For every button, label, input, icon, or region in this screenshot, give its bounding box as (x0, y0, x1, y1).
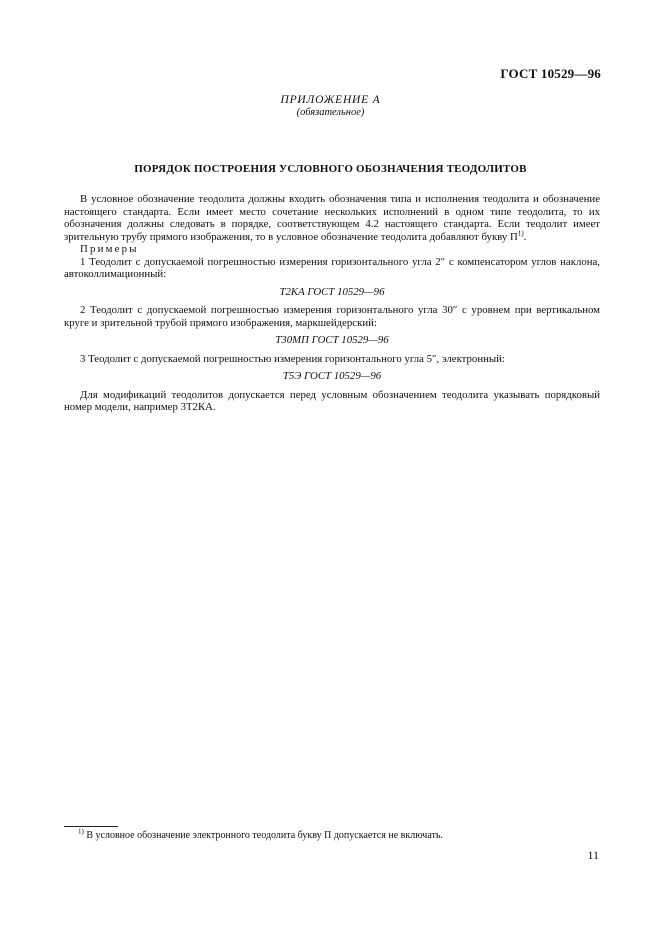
footnote-text: В условное обозначение электронного теодолита букву П допускается не включать. (83, 830, 443, 841)
body-text (64, 193, 600, 414)
example-1-designation: Т2КА ГОСТ 10529—96 (279, 285, 385, 298)
example-1-text: 1 Теодолит с допускаемой погрешностью измерения горизонтального угла 2″ с компенсатором углов наклона, автоколлимационный: (64, 255, 600, 280)
intro-text: В условное обозначение теодолита должны входить обозначения типа и исполнения теодолита и обозначение настоящего стандарта. Если имеет место сочетание нескольких исполнений в одном типе теодолита, то их обозначения должны следовать в порядке, соответствующем 4.2 настоящего стандарта. Если теодолит имеет зрительную трубу прямого изображения, то в условное обозначение теодолита добавляют букву П (64, 193, 600, 243)
example-3-designation: Т5Э ГОСТ 10529—96 (282, 370, 382, 382)
intro-paragraph (64, 193, 600, 243)
closing-paragraph: Для модификаций теодолитов допускается перед условным обозначением теодолита указывать порядковый номер модели, например 3Т2КА. (64, 388, 600, 413)
intro-end: . (523, 230, 527, 243)
appendix-title: ПРИЛОЖЕНИЕ А (280, 94, 381, 106)
example-3-text: 3 Теодолит с допускаемой погрешностью измерения горизонтального угла 5″, электронный: (80, 352, 505, 365)
standard-code: ГОСТ 10529—96 (500, 66, 601, 81)
appendix-status: (обязательное) (296, 107, 365, 118)
footnote (78, 827, 443, 842)
examples-heading: Примеры (80, 243, 139, 255)
example-2-designation: Т30МП ГОСТ 10529—96 (275, 334, 389, 346)
page-number: 11 (587, 848, 599, 862)
footnote-marker: 1) (78, 827, 84, 836)
section-title: ПОРЯДОК ПОСТРОЕНИЯ УСЛОВНОГО ОБОЗНАЧЕНИЯ ТЕОДОЛИТОВ (134, 163, 527, 175)
footnote-ref: 1) (517, 228, 524, 237)
footnote-divider (64, 826, 118, 827)
example-2-text: 2 Теодолит с допускаемой погрешностью измерения горизонтального угла 30″ с уровнем при вертикальном круге и зрительной трубой прямого изображения, маркшейдерский: (64, 304, 600, 329)
